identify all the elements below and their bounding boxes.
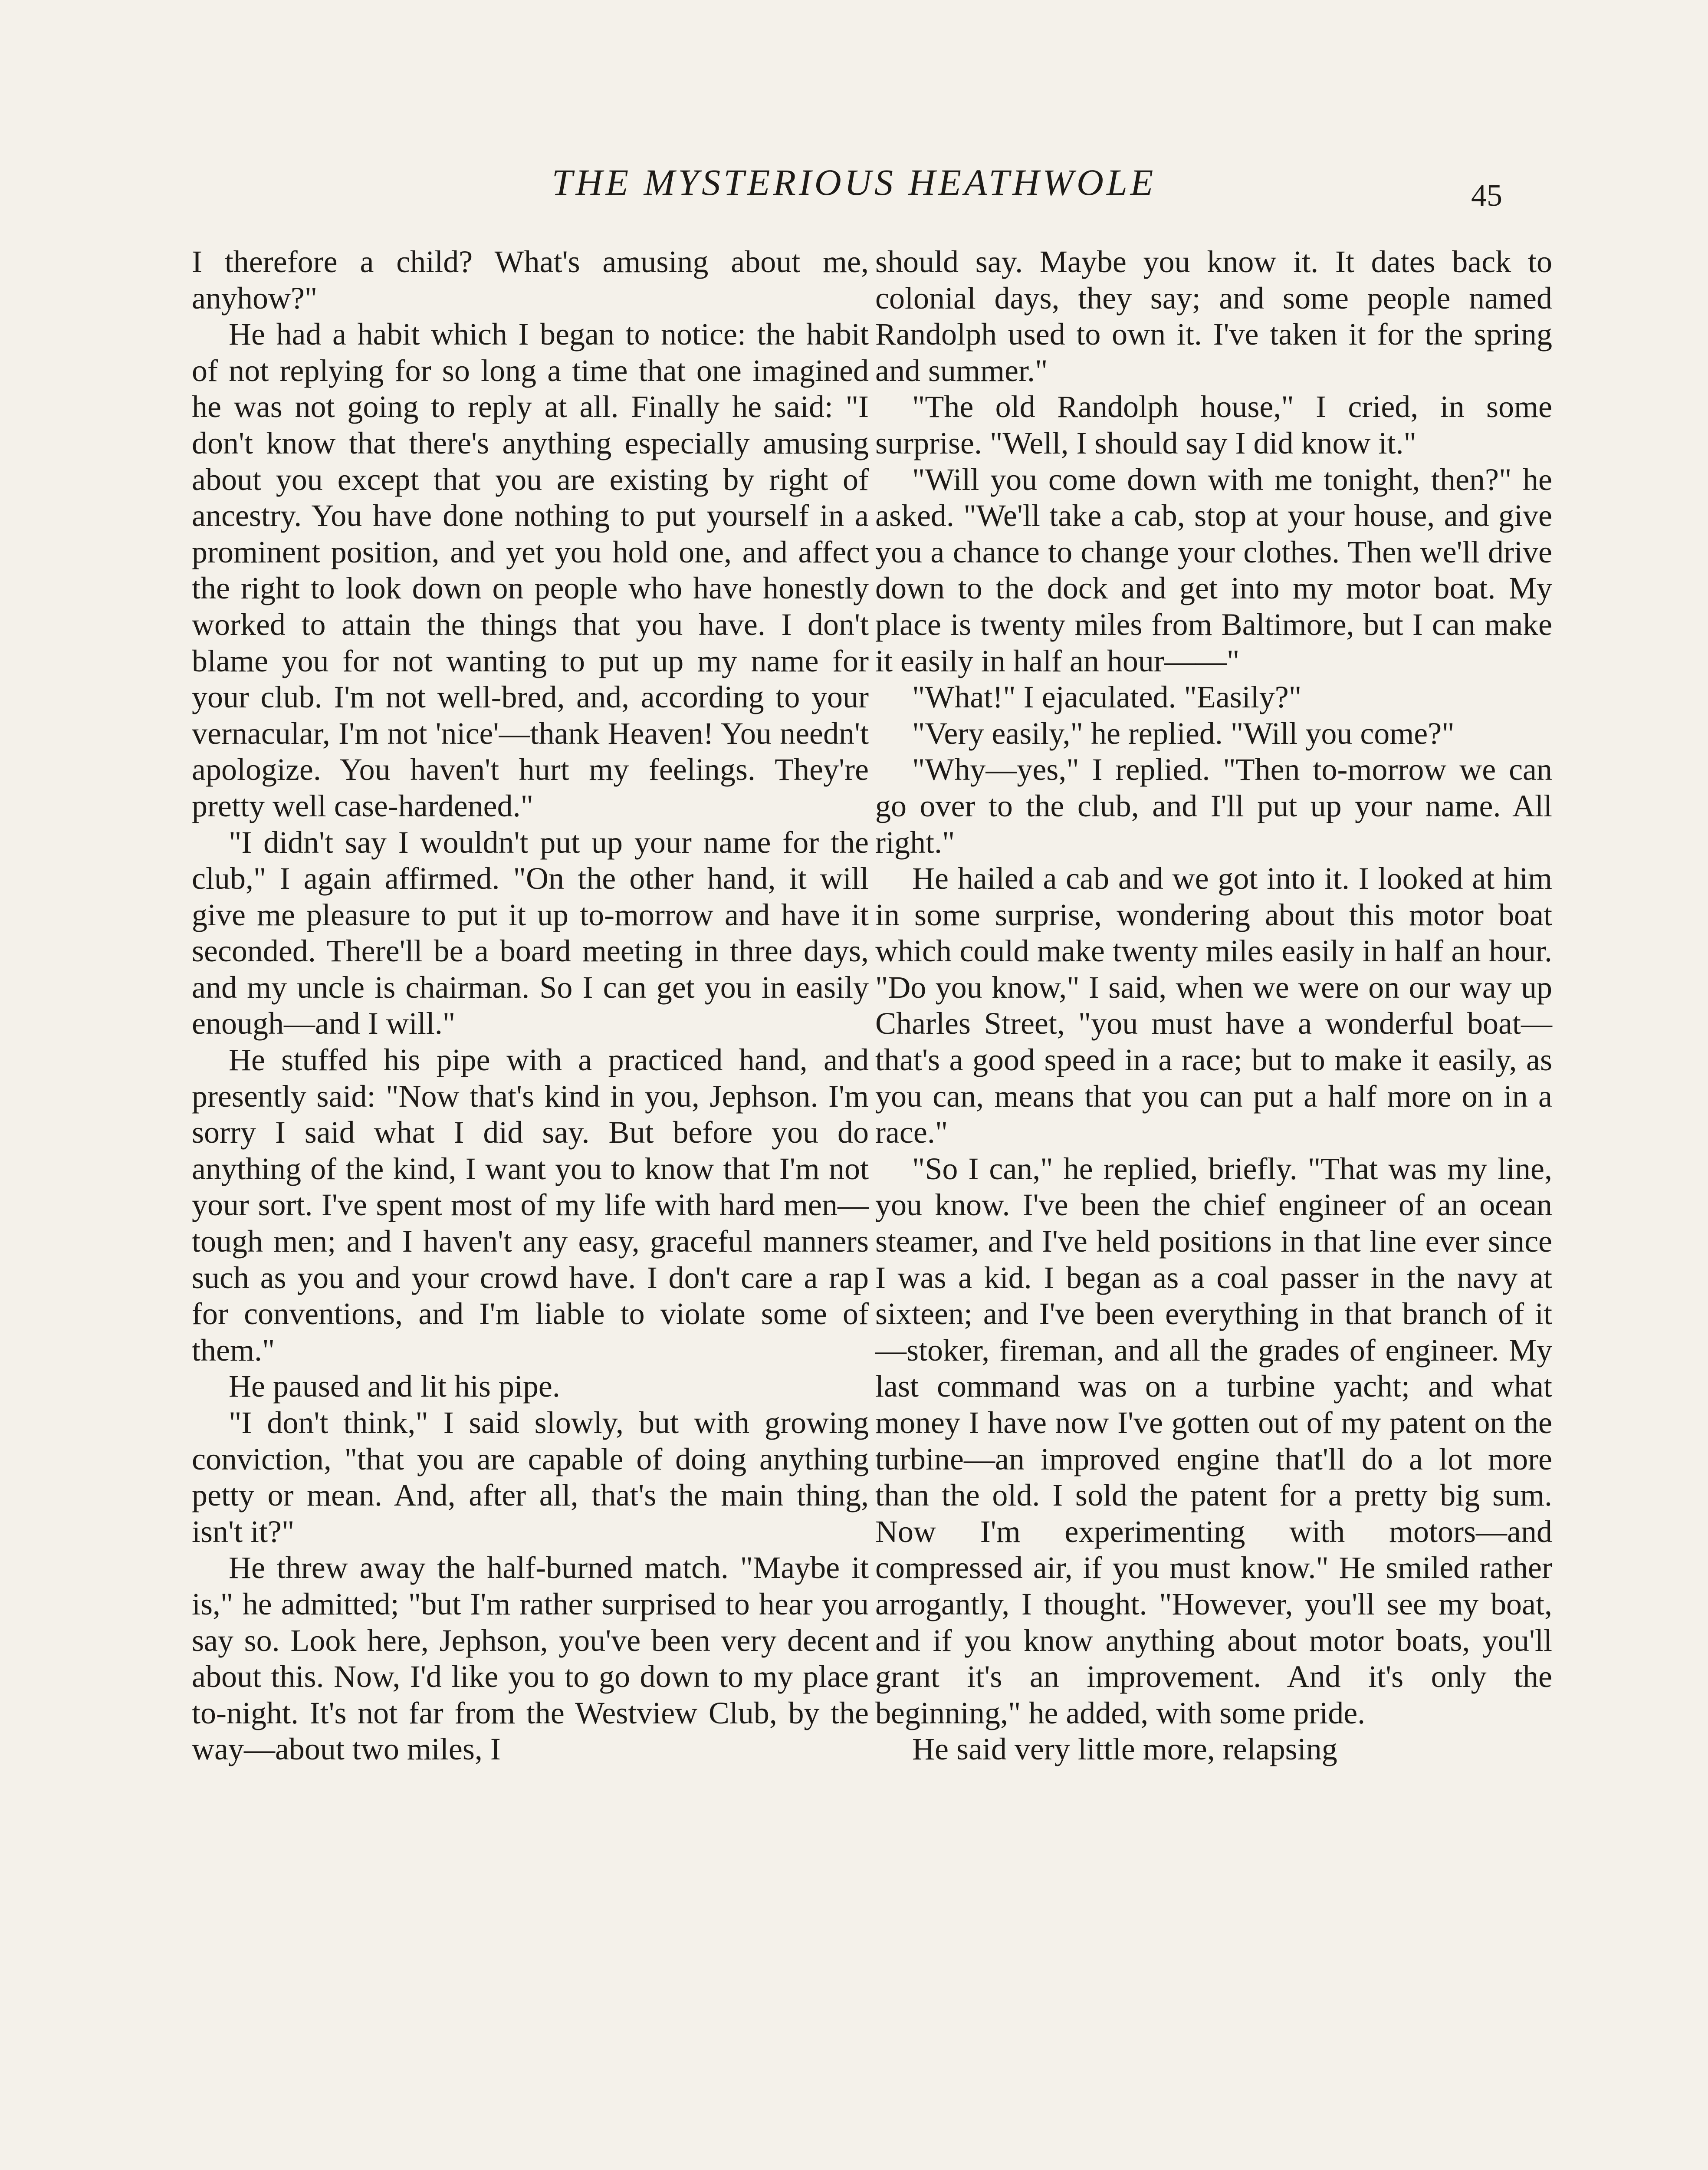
- right-column: [875, 244, 1552, 1768]
- paragraph: He hailed a cab and we got into it. I looked at him in some surprise, wondering about this motor boat which could make twenty miles easily in half an hour. "Do you know," I said, when we were on our way up Charles Street, "you must have a wonderful boat—that's a good speed in a race; but to make it easily, as you can, means that you can put a half more on in a race.": [875, 861, 1552, 1150]
- running-head: THE MYSTERIOUS HEATHWOLE: [552, 161, 1156, 203]
- paragraph: "Why—yes," I replied. "Then to-morrow we can go over to the club, and I'll put up your name. All right.": [875, 752, 1552, 860]
- paragraph: I therefore a child? What's amusing about me, anyhow?": [192, 244, 869, 316]
- paragraph: He said very little more, relapsing: [912, 1732, 1337, 1767]
- paragraph: "What!" I ejaculated. "Easily?": [912, 680, 1302, 715]
- paragraph: "Very easily," he replied. "Will you come?": [912, 716, 1455, 751]
- paragraph: He paused and lit his pipe.: [229, 1369, 560, 1404]
- paragraph: should say. Maybe you know it. It dates back to colonial days, they say; and some people named Randolph used to own it. I've taken it for the spring and summer.": [875, 244, 1552, 388]
- paragraph: He threw away the half-burned match. "Maybe it is," he admitted; "but I'm rather surprised to hear you say so. Look here, Jephson, you've been very decent about this. Now, I'd like you to go down to my place to-night. It's not far from the Westview Club, by the way—about two miles, I: [192, 1550, 869, 1767]
- paragraph: He stuffed his pipe with a practiced hand, and presently said: "Now that's kind in you, Jephson. I'm sorry I said what I did say. But before you do anything of the kind, I want you to know that I'm not your sort. I've spent most of my life with hard men—tough men; and I haven't any easy, graceful manners such as you and your crowd have. I don't care a rap for conventions, and I'm liable to violate some of them.": [192, 1042, 869, 1368]
- left-column: [192, 244, 869, 1768]
- paragraph: "The old Randolph house," I cried, in some surprise. "Well, I should say I did know it.": [875, 389, 1552, 460]
- page-number: 45: [1471, 178, 1502, 213]
- paragraph: "I don't think," I said slowly, but with growing conviction, "that you are capable of doing anything petty or mean. And, after all, that's the main thing, isn't it?": [192, 1405, 869, 1549]
- paragraph: He had a habit which I began to notice: the habit of not replying for so long a time that one imagined he was not going to reply at all. Finally he said: "I don't know that there's anything especially amusing about you except that you are existing by right of ancestry. You have done nothing to put yourself in a prominent position, and yet you hold one, and affect the right to look down on people who have honestly worked to attain the things that you have. I don't blame you for not wanting to put up my name for your club. I'm not well-bred, and, according to your vernacular, I'm not 'nice'—thank Heaven! You needn't apologize. You haven't hurt my feelings. They're pretty well case-hardened.": [192, 317, 869, 823]
- paragraph: "I didn't say I wouldn't put up your name for the club," I again affirmed. "On the other hand, it will give me pleasure to put it up to-morrow and have it seconded. There'll be a board meeting in three days, and my uncle is chairman. So I can get you in easily enough—and I will.": [192, 825, 869, 1041]
- paragraph: "So I can," he replied, briefly. "That was my line, you know. I've been the chief engineer of an ocean steamer, and I've held positions in that line ever since I was a kid. I began as a coal passer in the navy at sixteen; and I've been everything in that branch of it—stoker, fireman, and all the grades of engineer. My last command was on a turbine yacht; and what money I have now I've gotten out of my patent on the turbine—an improved engine that'll do a lot more than the old. I sold the patent for a pretty big sum. Now I'm experimenting with motors—and compressed air, if you must know." He smiled rather arrogantly, I thought. "However, you'll see my boat, and if you know anything about motor boats, you'll grant it's an improvement. And it's only the beginning," he added, with some pride.: [875, 1151, 1552, 1730]
- paragraph: "Will you come down with me tonight, then?" he asked. "We'll take a cab, stop at your house, and give you a chance to change your clothes. Then we'll drive down to the dock and get into my motor boat. My place is twenty miles from Baltimore, but I can make it easily in half an hour——": [875, 462, 1552, 678]
